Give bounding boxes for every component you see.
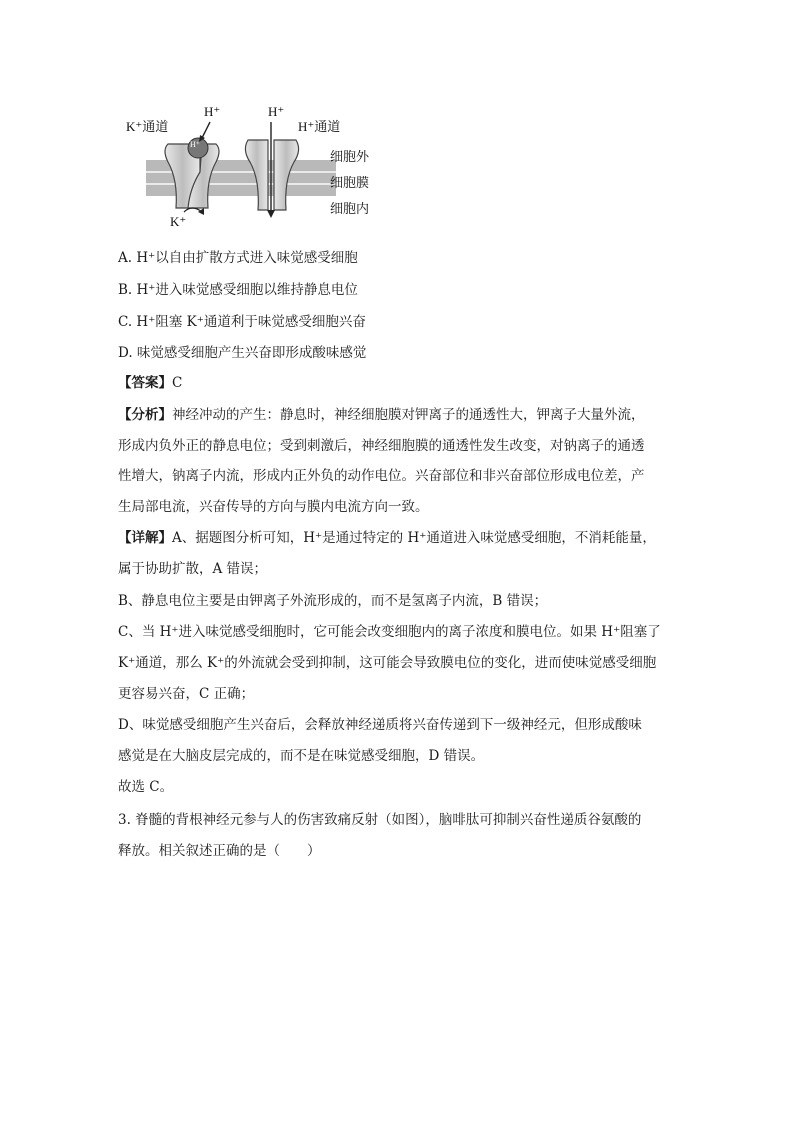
detail-b-line: B、静息电位主要是由钾离子外流形成的，而不是氢离子内流，B 错误； xyxy=(118,593,548,609)
option-d: D. 味觉感受细胞产生兴奋即形成酸味感觉 xyxy=(118,345,367,361)
cell-inside-label: 细胞内 xyxy=(330,201,370,216)
cell-outside-label: 细胞外 xyxy=(330,149,370,164)
detail-d-line-2: 感觉是在大脑皮层完成的，而不是在味觉感受细胞，D 错误。 xyxy=(118,748,485,764)
analysis-line-4: 生局部电流，兴奋传导的方向与膜内电流方向一致。 xyxy=(118,499,429,515)
cell-membrane-label: 细胞膜 xyxy=(330,175,370,190)
detail-conclusion: 故选 C。 xyxy=(118,779,174,795)
analysis-line-3: 性增大，钠离子内流，形成内正外负的动作电位。兴奋部位和非兴奋部位形成电位差，产 xyxy=(118,468,645,484)
question3-line-1: 3. 脊髓的背根神经元参与人的伤害致痛反射（如图），脑啡肽可抑制兴奋性递质谷氨酸的 xyxy=(118,812,642,828)
detail-c-line-3: 更容易兴奋，C 正确； xyxy=(118,686,255,702)
answer-value: C xyxy=(172,375,183,391)
analysis-line-2: 形成内负外正的静息电位；受到刺激后，神经细胞膜的通透性发生改变，对钠离子的通透 xyxy=(118,438,645,454)
h-channel-label: H⁺通道 xyxy=(298,119,341,134)
option-a: A. H⁺以自由扩散方式进入味觉感受细胞 xyxy=(118,250,358,266)
answer-tag: 【答案】 xyxy=(118,375,172,391)
h-ion-label-left: H⁺ xyxy=(204,104,221,119)
analysis-tag: 【分析】 xyxy=(118,407,172,423)
arrow-h-to-blocker xyxy=(202,122,210,138)
h-ion-label-right: H⁺ xyxy=(268,104,285,119)
answer-line xyxy=(118,373,182,393)
k-channel-label: K⁺通道 xyxy=(126,119,169,134)
blocker-ion-label: H⁺ xyxy=(190,140,200,149)
option-b: B. H⁺进入味觉感受细胞以维持静息电位 xyxy=(118,282,358,298)
detail-a-line-2: 属于协助扩散，A 错误； xyxy=(118,561,268,577)
k-ion-label: K⁺ xyxy=(170,214,187,229)
question3-line-2: 释放。相关叙述正确的是（ ） xyxy=(118,843,321,859)
analysis-line-1 xyxy=(118,405,645,425)
detail-d-line-1: D、味觉感受细胞产生兴奋后，会释放神经递质将兴奋传递到下一级神经元，但形成酸味 xyxy=(118,717,642,733)
detail-a-text-1: A、据题图分析可知，H⁺是通过特定的 H⁺通道进入味觉感受细胞，不消耗能量， xyxy=(172,530,656,546)
channel-figure xyxy=(118,100,368,235)
detail-line-1 xyxy=(118,528,656,548)
analysis-text-1: 神经冲动的产生：静息时，神经细胞膜对钾离子的通透性大，钾离子大量外流， xyxy=(172,407,645,423)
detail-tag: 【详解】 xyxy=(118,530,172,546)
detail-c-line-1: C、当 H⁺进入味觉感受细胞时，它可能会改变细胞内的离子浓度和膜电位。如果 H⁺阻塞了 xyxy=(118,624,661,640)
option-c: C. H⁺阻塞 K⁺通道利于味觉感受细胞兴奋 xyxy=(118,314,366,330)
detail-c-line-2: K⁺通道，那么 K⁺的外流就会受到抑制，这可能会导致膜电位的变化，进而使味觉感受细胞 xyxy=(118,655,657,671)
